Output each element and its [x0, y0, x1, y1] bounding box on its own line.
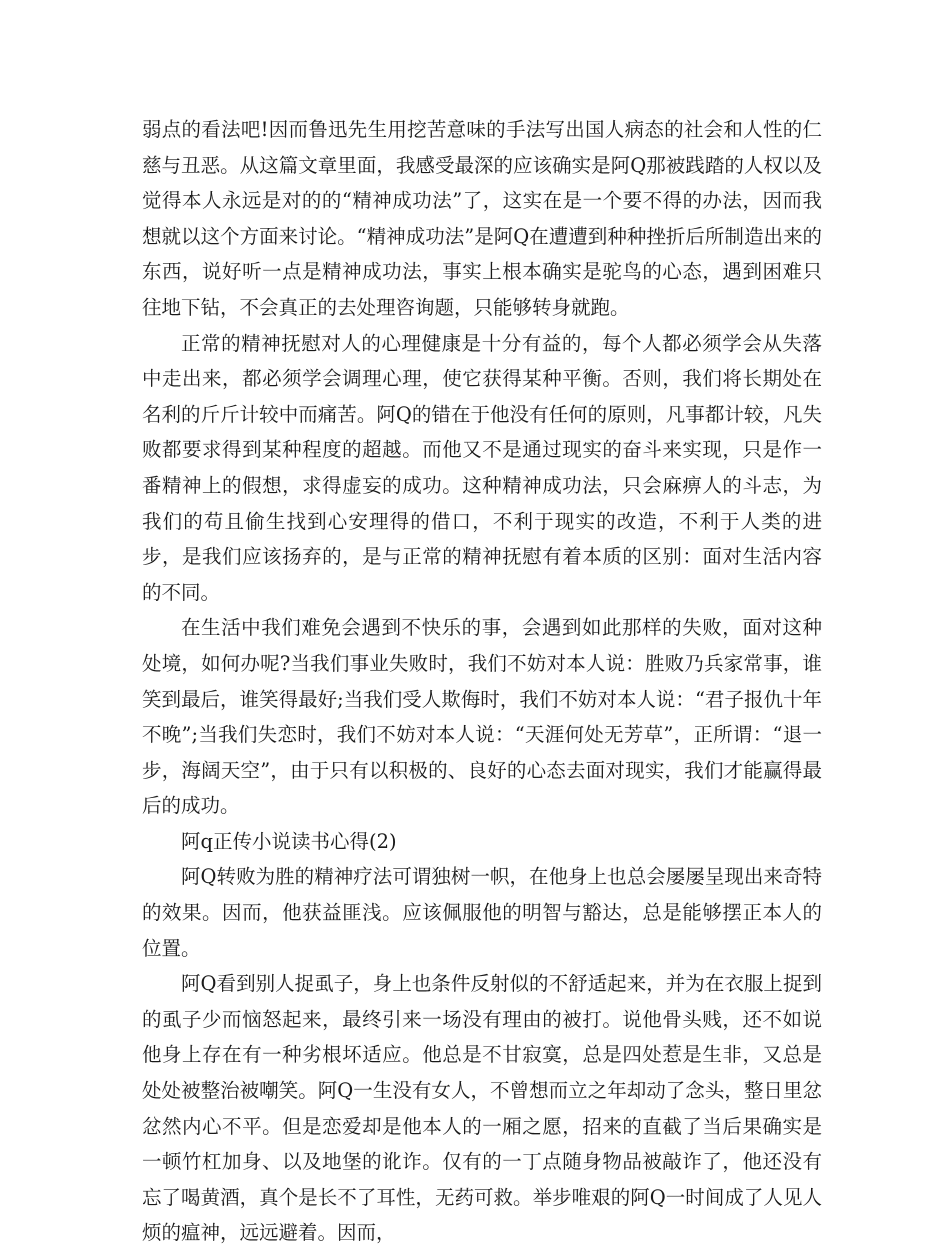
paragraph-5: 阿Q看到别人捉虱子，身上也条件反射似的不舒适起来，并为在衣服上捉到的虱子少而恼怒起来，最终引来一场没有理由的被打。说他骨头贱，还不如说他身上存在有一种劣根坏适应。他总是不甘寂寞，总是四处惹是生非，又总是处处被整治被嘲笑。阿Q一生没有女人，不曾想而立之年却动了念头，整日里忿忿然内心不平。但是恋爱却是他本人的一厢之愿，招来的直截了当后果确实是一顿竹杠加身、以及地堡的讹诈。仅有的一丁点随身物品被敲诈了，他还没有忘了喝黄酒，真个是长不了耳性，无药可救。举步唯艰的阿Q一时间成了人见人烦的瘟神，远远避着。因而， — [142, 972, 822, 1245]
paragraph-3: 在生活中我们难免会遇到不快乐的事，会遇到如此那样的失败，面对这种处境，如何办呢?当我们事业失败时，我们不妨对本人说：胜败乃兵家常事，谁笑到最后，谁笑得最好;当我们受人欺侮时，我们不妨对本人说：“君子报仇十年不晚”;当我们失恋时，我们不妨对本人说：“天涯何处无芳草”，正所谓：“退一步，海阔天空”，由于只有以积极的、良好的心态去面对现实，我们才能赢得最后的成功。 — [142, 616, 822, 818]
document-body — [142, 112, 822, 1251]
paragraph-1: 弱点的看法吧!因而鲁迅先生用挖苦意味的手法写出国人病态的社会和人性的仁慈与丑恶。从这篇文章里面，我感受最深的应该确实是阿Q那被践踏的人权以及觉得本人永远是对的的“精神成功法”了，这实在是一个要不得的办法，因而我想就以这个方面来讨论。“精神成功法”是阿Q在遭遭到种种挫折后所制造出来的东西，说好听一点是精神成功法，事实上根本确实是驼鸟的心态，遇到困难只往地下钻，不会真正的去处理咨询题，只能够转身就跑。 — [142, 118, 822, 319]
section-heading: 阿q正传小说读书心得(2) — [181, 829, 397, 853]
paragraph-4: 阿Q转败为胜的精神疗法可谓独树一帜，在他身上也总会屡屡呈现出来奇特的效果。因而，他获益匪浅。应该佩服他的明智与豁达，总是能够摆正本人的位置。 — [142, 865, 822, 960]
paragraph-2: 正常的精神抚慰对人的心理健康是十分有益的，每个人都必须学会从失落中走出来，都必须学会调理心理，使它获得某种平衡。否则，我们将长期处在名利的斤斤计较中而痛苦。阿Q的错在于他没有任何的原则，凡事都计较，凡失败都要求得到某种程度的超越。而他又不是通过现实的奋斗来实现，只是作一番精神上的假想，求得虚妄的成功。这种精神成功法，只会麻痹人的斗志，为我们的苟且偷生找到心安理得的借口，不利于现实的改造，不利于人类的进步，是我们应该扬弃的，是与正常的精神抚慰有着本质的区别：面对生活内容的不同。 — [142, 331, 822, 604]
